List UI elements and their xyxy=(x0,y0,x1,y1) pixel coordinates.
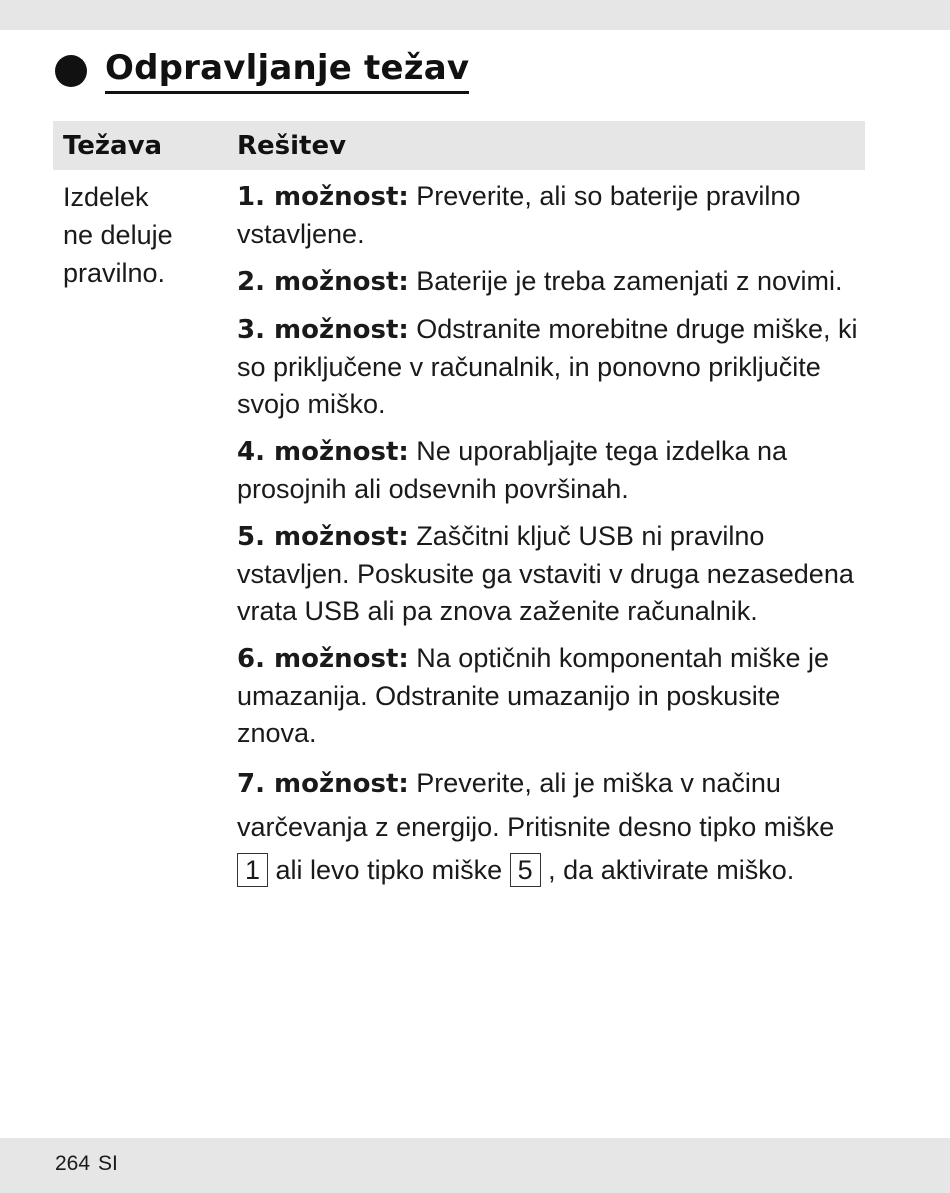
table-header xyxy=(53,121,865,170)
option-text: Na optičnih komponentah miške je umazanija. Odstranite umazanijo in poskusite znova. xyxy=(237,643,830,748)
page-number: 264 xyxy=(55,1152,91,1175)
bullet-icon xyxy=(55,55,87,87)
bottom-band xyxy=(0,1138,950,1193)
header-solution: Rešitev xyxy=(237,130,347,161)
option-text: Odstranite morebitne druge miške, ki so priključene v računalnik, in ponovno priključite svojo miško. xyxy=(237,314,858,419)
language-code: SI xyxy=(98,1152,118,1175)
option-7 xyxy=(237,762,865,892)
problem-line: pravilno. xyxy=(63,258,166,288)
option-label: 3. možnost: xyxy=(237,315,409,345)
table-row xyxy=(53,170,865,902)
option-text: Zaščitni ključ USB ni pravilno vstavljen. Poskusite ga vstaviti v druga nezasedena vrata USB ali pa znova zaženite računalnik. xyxy=(237,521,854,626)
option-label: 7. možnost: xyxy=(237,769,409,799)
header-problem: Težava xyxy=(63,130,163,161)
page-title: Odpravljanje težav xyxy=(105,48,469,94)
problem-cell xyxy=(53,178,227,902)
option-2 xyxy=(237,263,865,301)
problem-line: ne deluje xyxy=(63,220,173,250)
option-label: 6. možnost: xyxy=(237,644,409,674)
option-label: 4. možnost: xyxy=(237,437,409,467)
option-5 xyxy=(237,518,865,630)
option-1 xyxy=(237,178,865,253)
option-label: 5. možnost: xyxy=(237,522,409,552)
option-text: ali levo tipko miške xyxy=(268,855,510,885)
option-6 xyxy=(237,640,865,752)
option-3 xyxy=(237,311,865,423)
option-text: Preverite, ali je miška v načinu varčevanja z energijo. Pritisnite desno tipko miške xyxy=(237,768,835,842)
solution-cell xyxy=(227,178,865,902)
section-heading xyxy=(55,48,469,94)
option-text: Ne uporabljajte tega izdelka na prosojnih ali odsevnih površinah. xyxy=(237,436,788,504)
troubleshooting-table xyxy=(53,121,865,902)
option-label: 2. možnost: xyxy=(237,267,409,297)
reference-box-left-button: 5 xyxy=(510,853,541,887)
problem-line: Izdelek xyxy=(63,182,149,212)
option-text: Preverite, ali so baterije pravilno vstavljene. xyxy=(237,181,801,249)
option-text: Baterije je treba zamenjati z novimi. xyxy=(408,266,843,296)
option-label: 1. možnost: xyxy=(237,182,409,212)
option-4 xyxy=(237,433,865,508)
reference-box-right-button: 1 xyxy=(237,853,268,887)
option-text: , da aktivirate miško. xyxy=(540,855,795,885)
page-footer xyxy=(55,1152,126,1176)
top-band xyxy=(0,0,950,30)
